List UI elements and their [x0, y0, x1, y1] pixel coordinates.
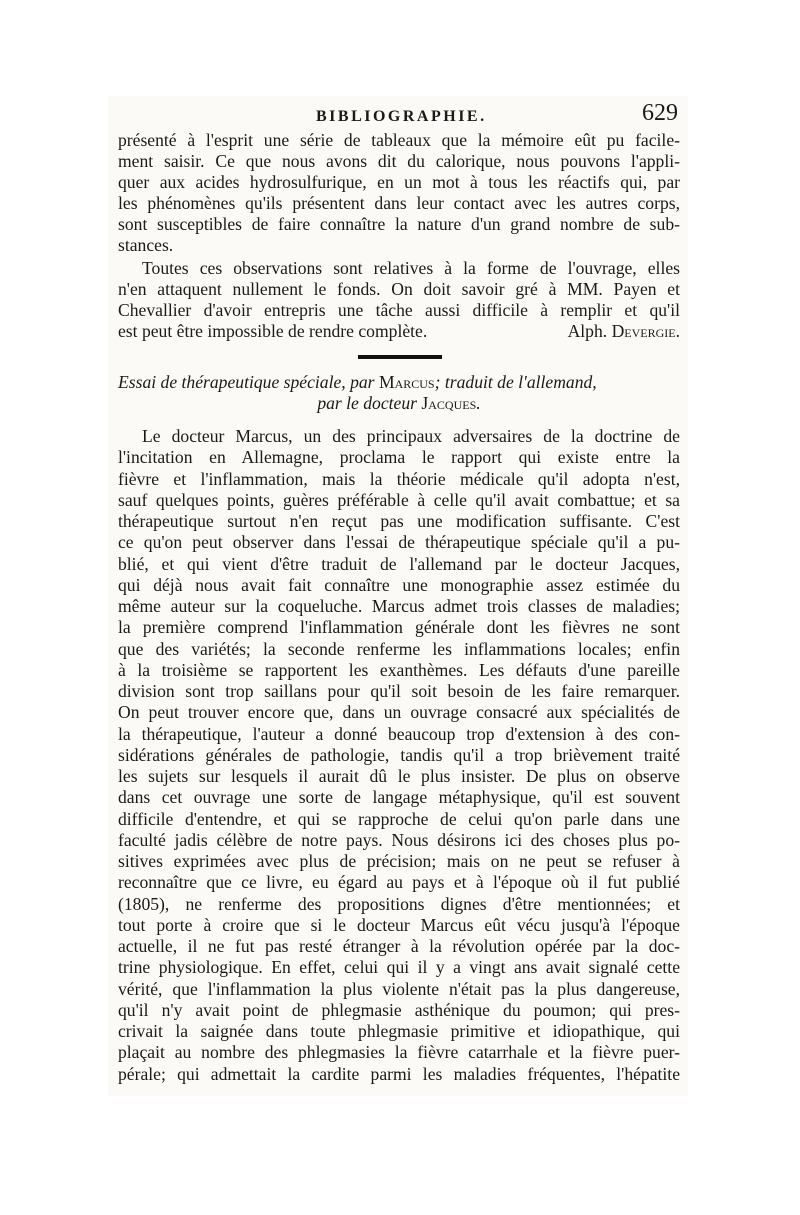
title-part: Essai de thérapeutique spéciale, par: [118, 372, 375, 392]
continuation-paragraph: [118, 130, 680, 257]
text-line: quer aux acides hydrosulfurique, en un mot à tous les réactifs qui, par: [118, 172, 680, 193]
text-line: vérité, que l'inflammation la plus violente n'était pas la plus dangereuse,: [118, 978, 680, 999]
text-line: même auteur sur la coqueluche. Marcus admet trois classes de maladies;: [118, 596, 680, 616]
section-divider: [358, 355, 442, 359]
text-line: plaçait au nombre des phlegmasies la fièvre catarrhale et la fièvre puer-: [118, 1042, 680, 1063]
review-title: [118, 372, 680, 414]
text-line: actuelle, il ne fut pas resté étranger à la révolution opérée par la doc-: [118, 936, 680, 956]
text-line: division sont trop saillans pour qu'il soit besoin de les faire remarquer.: [118, 681, 680, 701]
review-body: [118, 426, 680, 1085]
text-line: l'incitation en Allemagne, proclama le rapport qui existe entre la: [118, 447, 680, 468]
review-title-line-1: [118, 372, 680, 393]
text-line: reconnaître que ce livre, eu égard au pays et à l'époque où il fut publié: [118, 872, 680, 893]
signature-line: [118, 321, 680, 342]
title-part: ; traduit de l'allemand,: [434, 372, 597, 392]
text-line: la première comprend l'inflammation générale dont les fièvres ne sont: [118, 617, 680, 638]
text-line: sitives exprimées avec plus de précision; mais on ne peut se refuser à: [118, 851, 680, 871]
title-author: Marcus: [378, 372, 435, 392]
text-line: blié, et qui vient d'être traduit de l'allemand par le docteur Jacques,: [118, 553, 680, 574]
text-line: ce qu'on peut observer dans l'essai de thérapeutique spéciale qu'il a pu-: [118, 532, 680, 553]
text-line: trine physiologique. En effet, celui qui il y a vingt ans avait signalé cette: [118, 957, 680, 978]
text-line: qu'il n'y avait point de phlegmasie asthénique du poumon; qui pres-: [118, 999, 680, 1020]
title-part: .: [476, 393, 481, 413]
text-line: sidérations générales de pathologie, tandis qu'il a trop brièvement traité: [118, 744, 680, 765]
text-line: n'en attaquent nullement le fonds. On doit savoir gré à MM. Payen et: [118, 279, 680, 300]
review-title-line-2: [118, 393, 680, 414]
text-line: les sujets sur lesquels il aurait dû le plus insister. De plus on observe: [118, 766, 680, 786]
text-line: faculté jadis célèbre de notre pays. Nous désirons ici des choses plus po-: [118, 829, 680, 850]
text-line: Chevallier d'avoir entrepris une tâche aussi difficile à remplir et qu'il: [118, 300, 680, 321]
title-translator: Jacques: [421, 393, 477, 413]
text-line: fièvre et l'inflammation, mais la théorie médicale qu'il adopta n'est,: [118, 468, 680, 489]
text-line: sauf quelques points, guères préférable à celle qu'il avait combattue; et sa: [118, 489, 680, 510]
text-line: que des variétés; la seconde renferme les inflammations locales; enfin: [118, 638, 680, 659]
page-number: 629: [642, 100, 678, 126]
text-line: Toutes ces observations sont relatives à la forme de l'ouvrage, elles: [142, 258, 680, 278]
text-line: la thérapeutique, l'auteur a donné beaucoup trop d'extension à des con-: [118, 723, 680, 744]
text-line: les phénomènes qu'ils présentent dans leur contact avec les autres corps,: [118, 193, 680, 214]
closing-paragraph: [118, 258, 680, 342]
text-line: présenté à l'esprit une série de tableaux que la mémoire eût pu facile-: [118, 130, 680, 150]
signature: [568, 321, 680, 342]
title-part: par le docteur: [317, 393, 417, 413]
signature-last: Devergie.: [611, 321, 680, 342]
text-line: pérale; qui admettait la cardite parmi les maladies fréquentes, l'hépatite: [118, 1063, 680, 1084]
text-line: tout porte à croire que si le docteur Marcus eût vécu jusqu'à l'époque: [118, 914, 680, 935]
text-line: dans cet ouvrage une sorte de langage métaphysique, qu'il est souvent: [118, 787, 680, 808]
text-line: crivait la saignée dans toute phlegmasie primitive et idiopathique, qui: [118, 1021, 680, 1041]
text-line: Le docteur Marcus, un des principaux adversaires de la doctrine de: [142, 426, 680, 446]
running-head: BIBLIOGRAPHIE.: [316, 108, 487, 125]
text-line: est peut être impossible de rendre complète.: [118, 321, 428, 342]
text-line: stances.: [118, 235, 174, 256]
text-line: difficile d'entendre, et qui se rapproche de celui qu'on parle dans une: [118, 808, 680, 829]
text-line: (1805), ne renferme des propositions dignes d'être mentionnées; et: [118, 893, 680, 914]
text-line: thérapeutique surtout n'en reçut pas une modification suffisante. C'est: [118, 511, 680, 531]
text-line: sont susceptibles de faire connaître la nature d'un grand nombre de sub-: [118, 214, 680, 235]
text-line: à la troisième se rapportent les exanthèmes. Les défauts d'une pareille: [118, 659, 680, 680]
text-line: qui déjà nous avait fait connaître une monographie assez estimée du: [118, 574, 680, 595]
text-line: ment saisir. Ce que nous avons dit du calorique, nous pouvons l'appli-: [118, 151, 680, 172]
signature-first: Alph.: [567, 321, 608, 342]
text-line: On peut trouver encore que, dans un ouvrage consacré aux spécialités de: [118, 702, 680, 723]
